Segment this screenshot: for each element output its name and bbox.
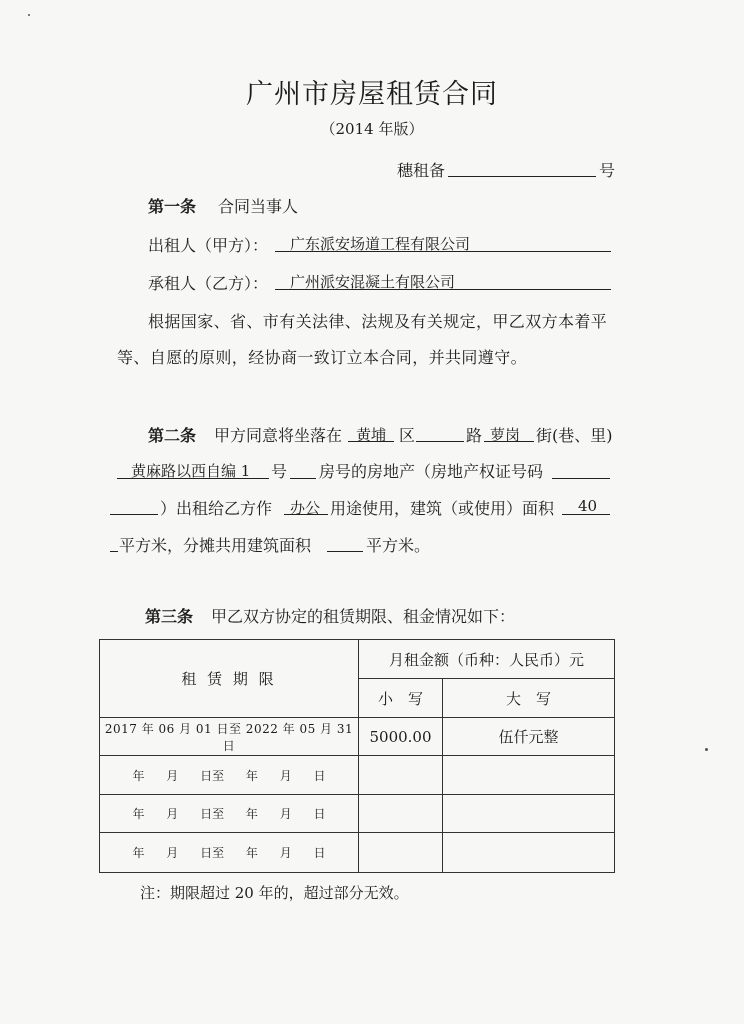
- table-row: [100, 756, 615, 795]
- road-line: [416, 441, 464, 442]
- large-amount-header: 大 写: [443, 679, 615, 718]
- house-number-line: [117, 478, 269, 479]
- property-cert-label: 房号的房地产（房地产权证号码: [319, 462, 544, 481]
- lessee-label: 承租人（乙方）：: [148, 274, 269, 293]
- property-cert-line-a: [552, 478, 610, 479]
- period-cell: 年 月 日至 年 月 日: [100, 795, 359, 833]
- period-cell: 2017 年 06 月 01 日至 2022 年 05 月 31 日: [100, 718, 359, 756]
- edition-label: （2014 年版）: [320, 120, 424, 138]
- article1-heading: 第一条: [148, 197, 197, 216]
- room-number-line: [290, 478, 316, 479]
- area-line: [562, 514, 610, 515]
- large-amount-cell: [443, 833, 615, 873]
- scan-speck: [705, 748, 708, 751]
- document-title: 广州市房屋租赁合同: [246, 79, 498, 110]
- small-amount-cell: [359, 833, 443, 873]
- article2-heading: 第二条: [148, 426, 197, 445]
- street-value: 萝岗: [490, 426, 521, 444]
- street-unit: 街(巷、里): [536, 426, 613, 445]
- scan-speck: [28, 14, 30, 16]
- article1-title: 合同当事人: [218, 197, 299, 216]
- registration-prefix: 穗租备: [397, 161, 446, 180]
- large-amount-cell: 伍仟元整: [443, 718, 615, 756]
- district-unit: 区: [399, 426, 416, 445]
- road-unit: 路: [466, 426, 483, 445]
- period-cell: 年 月 日至 年 月 日: [100, 756, 359, 795]
- basis-line-2: 等、自愿的原则，经协商一致订立本合同，并共同遵守。: [117, 348, 528, 367]
- article2-intro: 甲方同意将坐落在: [214, 426, 343, 445]
- lessor-label: 出租人（甲方）：: [148, 236, 269, 255]
- lessor-line: [275, 251, 611, 252]
- lessee-name: 广州派安混凝土有限公司: [290, 273, 456, 291]
- house-unit: 号: [271, 462, 288, 481]
- lessor-name: 广东派安场道工程有限公司: [290, 235, 471, 253]
- large-amount-cell: [443, 756, 615, 795]
- shared-area-unit: 平方米。: [366, 536, 431, 555]
- basis-line-1: 根据国家、省、市有关法律、法规及有关规定，甲乙双方本着平: [148, 312, 608, 331]
- shared-area-line: [327, 551, 363, 552]
- article3-title: 甲乙双方协定的租赁期限、租金情况如下：: [211, 607, 516, 626]
- rent-table: [99, 639, 615, 873]
- lessee-line: [275, 289, 611, 290]
- district-line: [348, 441, 394, 442]
- large-amount-cell: [443, 795, 615, 833]
- area-label: 用途使用，建筑（或使用）面积: [330, 499, 555, 518]
- shared-area-label: 平方米，分摊共用建筑面积: [119, 536, 312, 555]
- lease-use-label: ）出租给乙方作: [160, 499, 273, 518]
- table-row: [100, 718, 615, 756]
- article3-heading: 第三条: [145, 607, 194, 626]
- usage-line: [284, 514, 328, 515]
- area-line-tail: [110, 551, 118, 552]
- street-line: [484, 441, 534, 442]
- table-row: [100, 833, 615, 873]
- usage-value: 办公: [290, 499, 321, 517]
- small-amount-cell: [359, 756, 443, 795]
- area-value: 40: [578, 497, 598, 515]
- table-row: [100, 795, 615, 833]
- small-amount-cell: 5000.00: [359, 718, 443, 756]
- district-value: 黄埔: [356, 426, 387, 444]
- house-number-value: 黄麻路以西自编 1: [131, 462, 251, 480]
- property-cert-line-b: [110, 514, 158, 515]
- small-amount-header: 小 写: [359, 679, 443, 718]
- rent-header: 月租金额（币种：人民币）元: [359, 640, 615, 679]
- period-cell: 年 月 日至 年 月 日: [100, 833, 359, 873]
- registration-suffix: 号: [599, 161, 616, 180]
- small-amount-cell: [359, 795, 443, 833]
- registration-number-line: [448, 176, 596, 177]
- term-note: 注：期限超过 20 年的，超过部分无效。: [140, 884, 409, 902]
- period-header: 租 赁 期 限: [100, 640, 359, 718]
